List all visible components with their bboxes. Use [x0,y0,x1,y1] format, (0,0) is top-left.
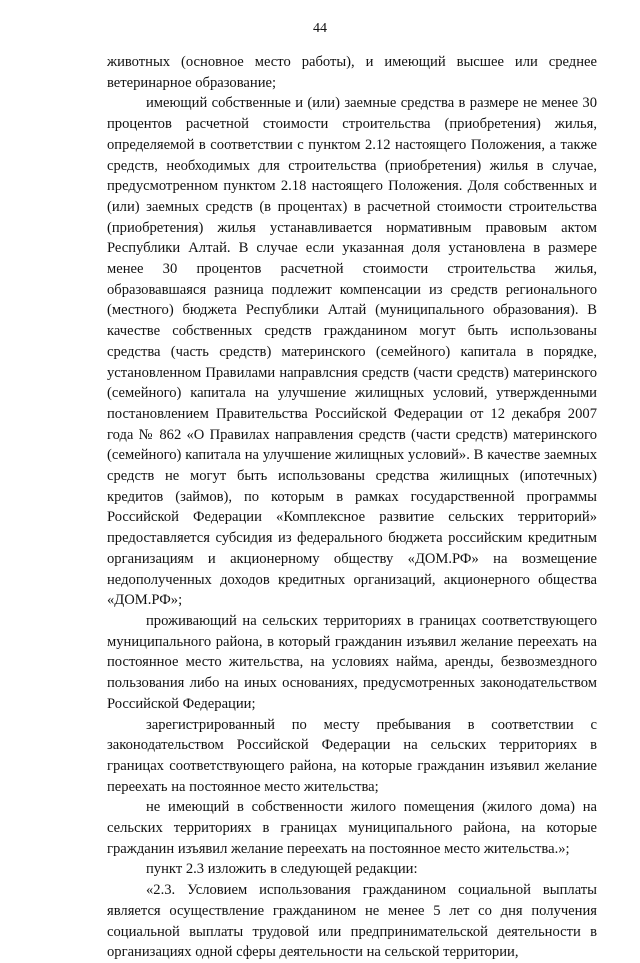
paragraph-continuation: животных (основное место работы), и имеющий высшее или среднее ветеринарное образование; [107,54,597,91]
page-number: 44 [313,21,327,36]
paragraph-clause-2-3: «2.3. Условием использования гражданином социальной выплаты является осуществление гражданином не менее 5 лет со дня получения социальной выплаты трудовой или предпринимательской деятельности в организациях одной сферы деятельности на сельской территории, [107,882,597,961]
paragraph-no-property: не имеющий в собственности жилого помещения (жилого дома) на сельских территориях в границах муниципального района, на которые гражданин изъявил желание переехать на постоянное место жительства.»; [107,799,597,857]
paragraph-registered: зарегистрированный по месту пребывания в соответствии с законодательством Российской Федерации на сельских территориях в границах соответствующего района, на которые гражданин изъявил желание переехать на постоянное место жительства; [107,716,597,795]
paragraph-clause-2-3-intro: пункт 2.3 изложить в следующей редакции: [146,861,418,878]
paragraph-own-funds: имеющий собственные и (или) заемные средства в размере не менее 30 процентов расчетной стоимости строительства (приобретения) жилья, определяемой в соответствии с пунктом 2.12 настоящего Положения, а также средств, необходимых для строительства (приобретения) жилья в случае, предусмотренном пунктом 2.18 настоящего Положения. Доля собственных и (или) заемных средств (в процентах) в расчетной стоимости строительства (приобретения) жилья устанавливается нормативным правовым актом Республики Алтай. В случае если указанная доля установлена в размере менее 30 процентов расчетной стоимости строительства жилья, образовавшаяся разница подлежит компенсации из средств регионального (местного) бюджета Республики Алтай (муниципального образования). В качестве собственных средств гражданином могут быть использованы средства (часть средств) материнского (семейного) капитала в порядке, установленном Правилами направлсния средств (части средств) материнского (семейного) капитала на улучшение жилищных условий, утвержденными постановлением Правительства Российской Федерации от 12 декабря 2007 года № 862 «О Правилах направления средств (части средств) материнского (семейного) капитала на улучшение жилищных условий». В качестве заемных средств не могут быть использованы средства жилищных (ипотечных) кредитов (займов), по которым в рамках государственной программы Российской Федерации «Комплексное развитие сельских территорий» предоставляется субсидия из федерального бюджета российским кредитным организациям и акционерному обществу «ДОМ.РФ» на возмещение недополученных доходов кредитных организаций, акционерного общества «ДОМ.РФ»; [107,95,597,609]
paragraph-residing: проживающий на сельских территориях в границах соответствующего муниципального района, в который гражданин изъявил желание переехать на постоянное место жительства, на условиях найма, аренды, безвозмездного пользования либо на иных основаниях, предусмотренных законодательством Российской Федерации; [107,612,597,712]
document-body [107,52,597,963]
